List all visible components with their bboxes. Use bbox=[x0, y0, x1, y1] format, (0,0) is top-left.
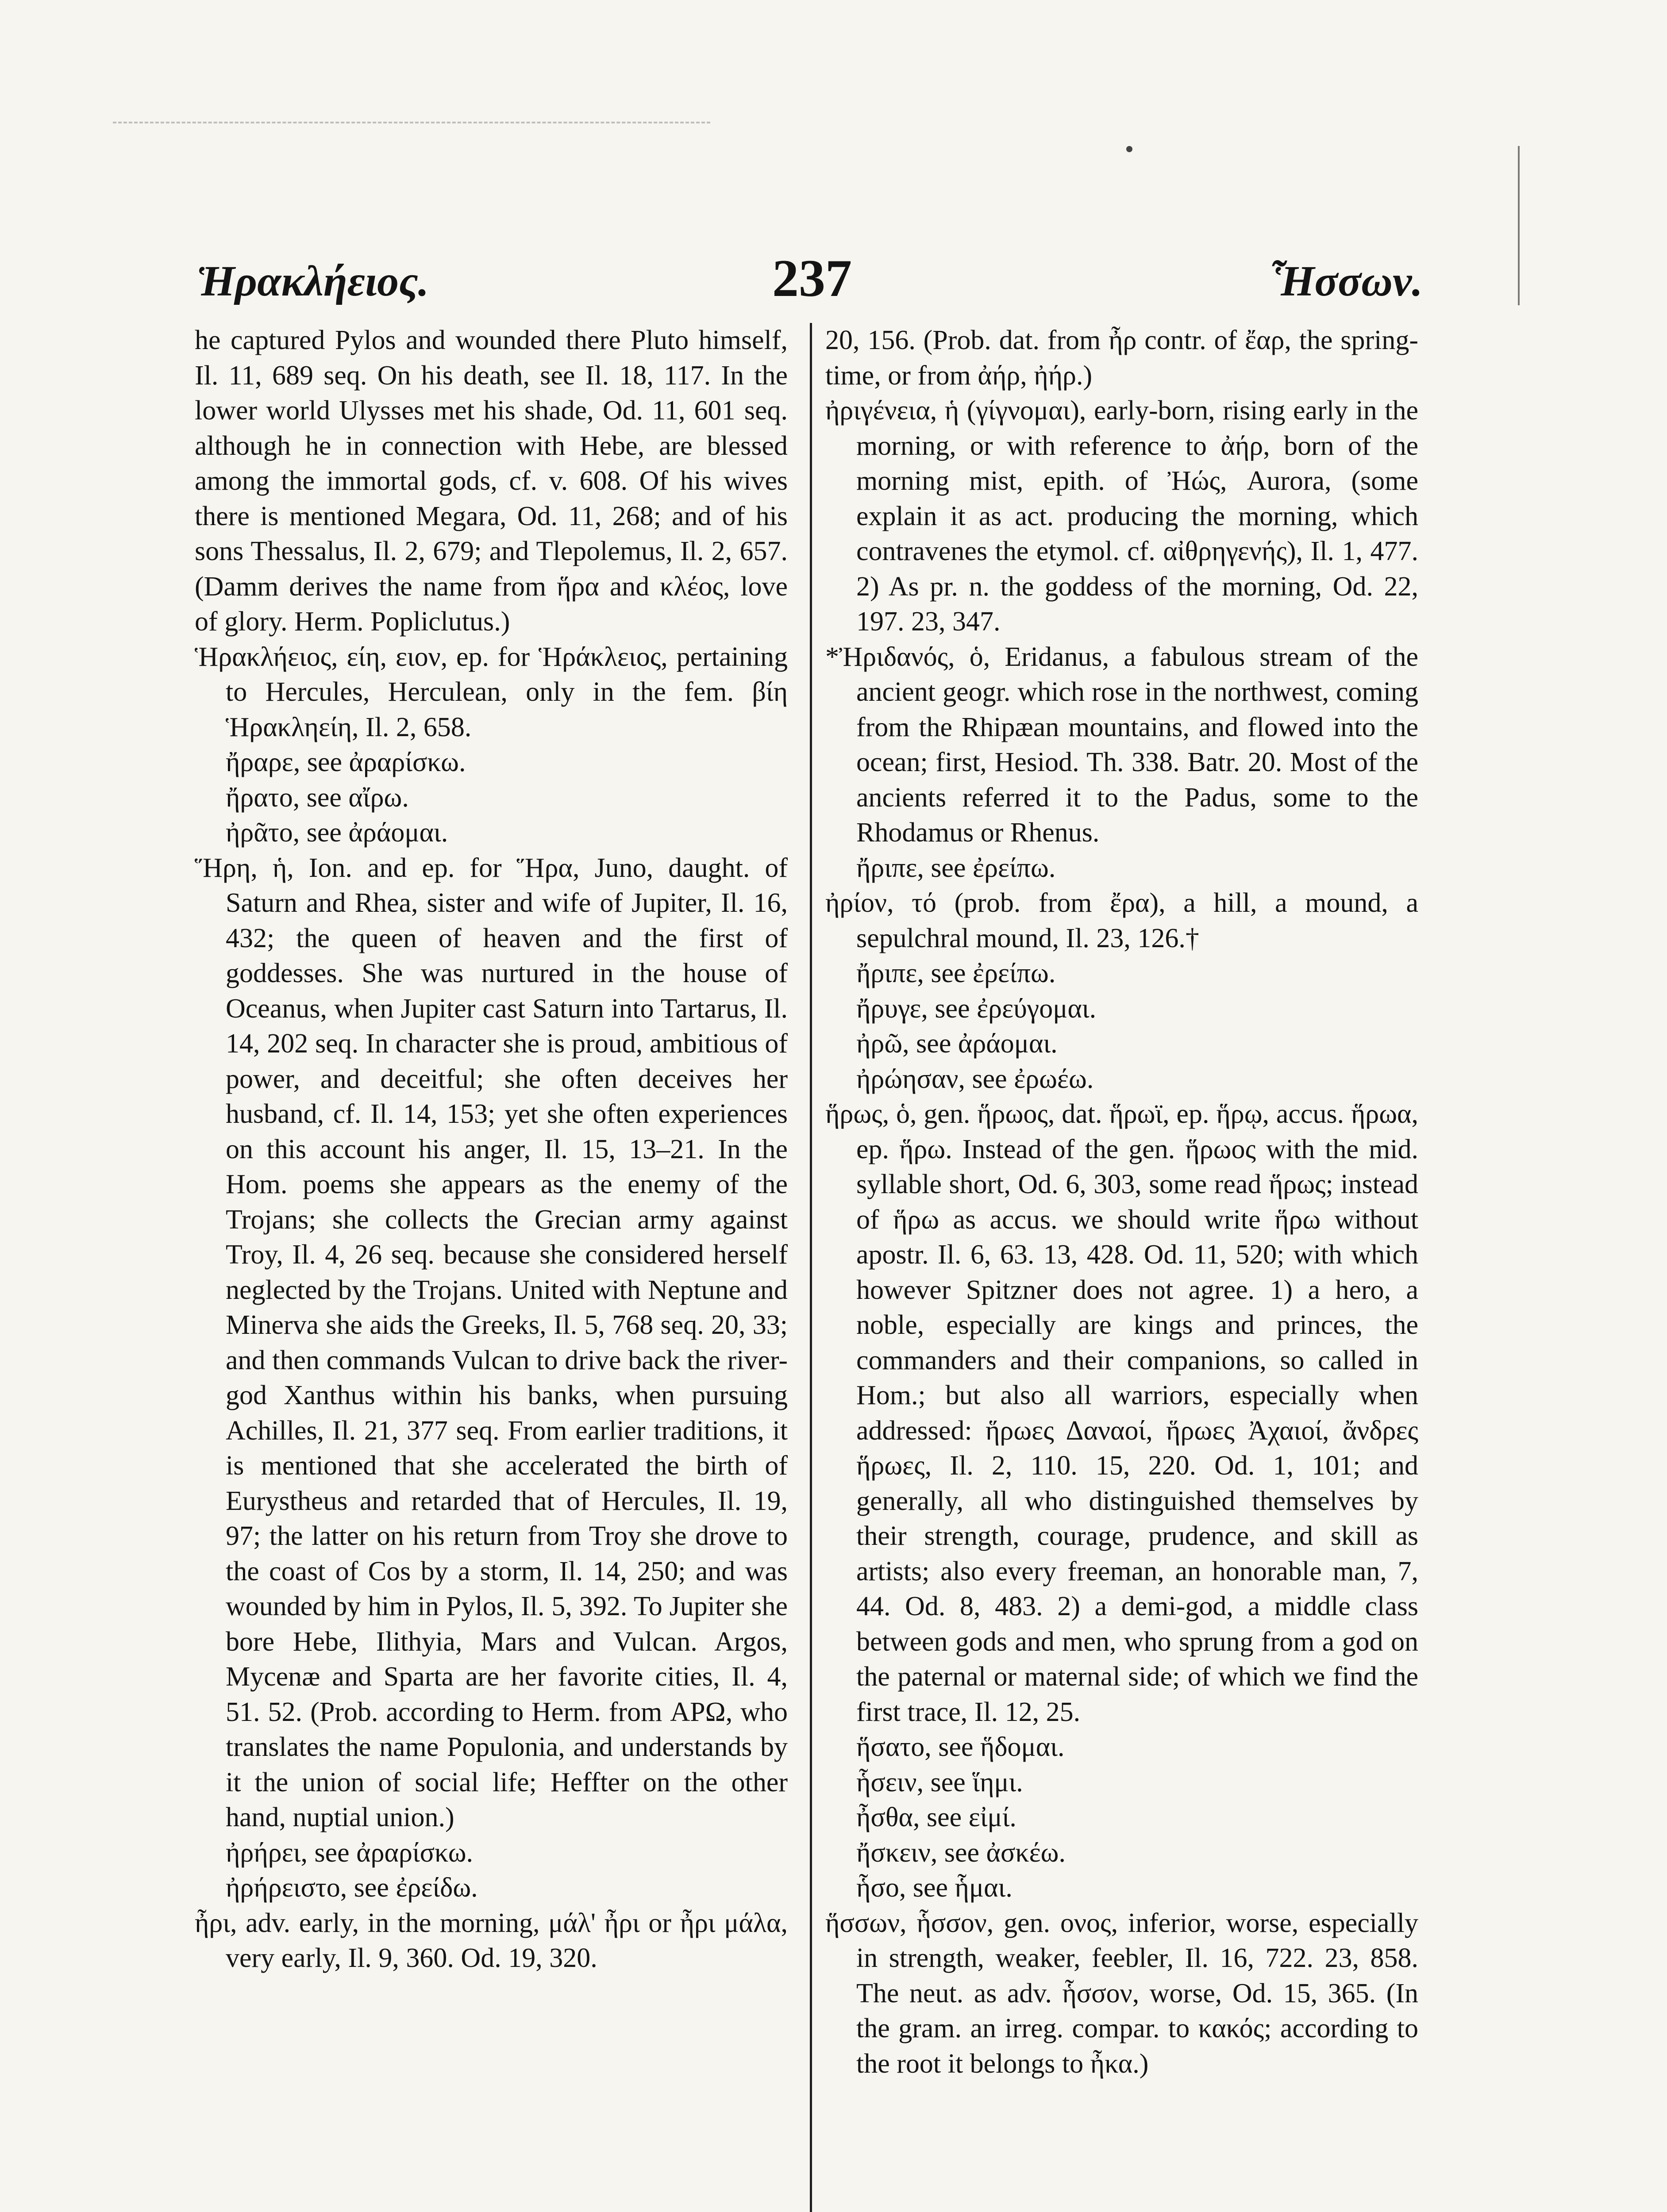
dictionary-entry: Ἡρακλήειος, είη, ειον, ep. for Ἡράκλειος, pertaining to Hercules, Herculean, only in the fem. βίη Ἡρακληείη, Il. 2, 658. bbox=[195, 641, 788, 742]
dictionary-entry: ἤσκειν, see ἀσκέω. bbox=[856, 1837, 1066, 1868]
dictionary-entry: ἧσειν, see ἵημι. bbox=[856, 1767, 1023, 1797]
dictionary-entry: ἠρήρει, see ἀραρίσκω. bbox=[226, 1837, 474, 1868]
right-column bbox=[825, 323, 1418, 2081]
dictionary-entry: ἠρίον, τό (prob. from ἔρα), a hill, a mound, a sepulchral mound, Il. 23, 126.† bbox=[825, 888, 1418, 953]
running-head bbox=[197, 248, 1423, 310]
dictionary-entry: ἤρατο, see αἴρω. bbox=[226, 782, 409, 813]
dictionary-entry: ἥσσων, ἧσσον, gen. ονος, inferior, worse, especially in strength, weaker, feebler, Il. 16, 722. 23, 858. The neut. as adv. ἧσσον, worse, Od. 15, 365. (In the gram. an irreg. compar. to κακός; according to the root it belongs to ἦκα.) bbox=[825, 1908, 1418, 2079]
dictionary-entry: ἤριπε, see ἐρείπω. bbox=[856, 958, 1056, 988]
guide-word-left: Ἡρακλήειος. bbox=[197, 257, 429, 305]
scan-artifact-dot bbox=[1126, 146, 1132, 152]
scan-artifact-line bbox=[113, 122, 710, 126]
dictionary-entry: ἦρι, adv. early, in the morning, μάλ' ἦρι or ἦρι μάλα, very early, Il. 9, 360. Od. 19, 320. bbox=[195, 1908, 788, 1973]
guide-word-right: Ἧσσων. bbox=[1269, 257, 1423, 305]
dictionary-entry: ἤραρε, see ἀραρίσκω. bbox=[226, 747, 466, 777]
entry-continuation: 20, 156. (Prob. dat. from ἦρ contr. of ἔαρ, the spring-time, or from ἀήρ, ἠήρ.) bbox=[825, 325, 1418, 391]
dictionary-entry: ἠριγένεια, ἡ (γίγνομαι), early-born, rising early in the morning, or with reference to ἀήρ, born of the morning mist, epith. of Ἠώς, Aurora, (some explain it as act. producing the morning, which contravenes the etymol. cf. αἰθρηγενής), Il. 1, 477. 2) As pr. n. the goddess of the morning, Od. 22, 197. 23, 347. bbox=[825, 396, 1418, 637]
dictionary-entry: ἠρώησαν, see ἐρωέω. bbox=[856, 1064, 1094, 1094]
dictionary-entry: ἠρᾶτο, see ἀράομαι. bbox=[226, 818, 448, 848]
dictionary-entry: ἤριπε, see ἐρείπω. bbox=[856, 853, 1056, 883]
entry-continuation: he captured Pylos and wounded there Pluto himself, Il. 11, 689 seq. On his death, see Il. 18, 117. In the lower world Ulysses met his shade, Od. 11, 601 seq. although he in connection with Hebe, are blessed among the immortal gods, cf. v. 608. Of his wives there is mentioned Megara, Od. 11, 268; and of his sons Thessalus, Il. 2, 679; and Tlepolemus, Il. 2, 657. (Damm derives the name from ἥρα and κλέος, love of glory. Herm. Popliclutus.) bbox=[195, 325, 788, 637]
dictionary-entry: ἠρήρειστο, see ἐρείδω. bbox=[226, 1873, 478, 1903]
dictionary-entry: ἦσθα, see εἰμί. bbox=[856, 1802, 1016, 1832]
dictionary-entry: ἤρυγε, see ἐρεύγομαι. bbox=[856, 993, 1097, 1024]
left-column bbox=[195, 323, 788, 1976]
scan-artifact-rule bbox=[1518, 146, 1520, 305]
dictionary-entry: *Ἠριδανός, ὁ, Eridanus, a fabulous stream of the ancient geogr. which rose in the northwest, coming from the Rhipæan mountains, and flowed into the ocean; first, Hesiod. Th. 338. Batr. 20. Most of the ancients referred it to the Padus, some to the Rhodamus or Rhenus. bbox=[825, 641, 1418, 848]
page-number: 237 bbox=[772, 249, 852, 307]
dictionary-entry: Ἥρη, ἡ, Ion. and ep. for Ἥρα, Juno, daught. of Saturn and Rhea, sister and wife of Jupiter, Il. 16, 432; the queen of heaven and the first of goddesses. She was nurtured in the house of Oceanus, when Jupiter cast Saturn into Tartarus, Il. 14, 202 seq. In character she is proud, ambitious of power, and deceitful; she often deceives her husband, cf. Il. 14, 153; yet she often experiences on this account his anger, Il. 15, 13–21. In the Hom. poems she appears as the enemy of the Trojans; she collects the Grecian army against Troy, Il. 4, 26 seq. because she considered herself neglected by the Trojans. United with Neptune and Minerva she aids the Greeks, Il. 5, 768 seq. 20, 33; and then commands Vulcan to drive back the river-god Xanthus within his banks, when pursuing Achilles, Il. 21, 377 seq. From earlier traditions, it is mentioned that she accelerated the birth of Eurystheus and retarded that of Hercules, Il. 19, 97; the latter on his return from Troy she drove to the coast of Cos by a storm, Il. 14, 250; and was wounded by him in Pylos, Il. 5, 392. To Jupiter she bore Hebe, Ilithyia, Mars and Vulcan. Argos, Mycenæ and Sparta are her favorite cities, Il. 4, 51. 52. (Prob. according to Herm. from ΑΡΩ, who translates the name Populonia, and understands by it the union of social life; Heffter on the other hand, nuptial union.) bbox=[195, 853, 788, 1832]
dictionary-entry: ἥσατο, see ἥδομαι. bbox=[856, 1732, 1065, 1762]
column-divider bbox=[810, 323, 812, 2212]
dictionary-entry: ἠρῶ, see ἀράομαι. bbox=[856, 1029, 1058, 1059]
dictionary-entry: ἥρως, ὁ, gen. ἥρωος, dat. ἥρωϊ, ep. ἥρῳ, accus. ἥρωα, ep. ἥρω. Instead of the gen. ἥρωος with the mid. syllable short, Od. 6, 303, some read ἥρως; instead of ἥρω as accus. we should write ἥρω without apostr. Il. 6, 63. 13, 428. Od. 11, 520; with which however Spitzner does not agree. 1) a hero, a noble, especially are kings and princes, the commanders and their companions, so called in Hom.; but also all warriors, especially when addressed: ἥρωες Δαναοί, ἥρωες Ἀχαιοί, ἄνδρες ἥρωες, Il. 2, 110. 15, 220. Od. 1, 101; and generally, all who distinguished themselves by their strength, courage, prudence, and skill as artists; also every freeman, an honorable man, 7, 44. Od. 8, 483. 2) a demi-god, a middle class between gods and men, who sprung from a god on the paternal or maternal side; of which we find the first trace, Il. 12, 25. bbox=[825, 1099, 1418, 1727]
dictionary-entry: ἧσο, see ἧμαι. bbox=[856, 1873, 1013, 1903]
